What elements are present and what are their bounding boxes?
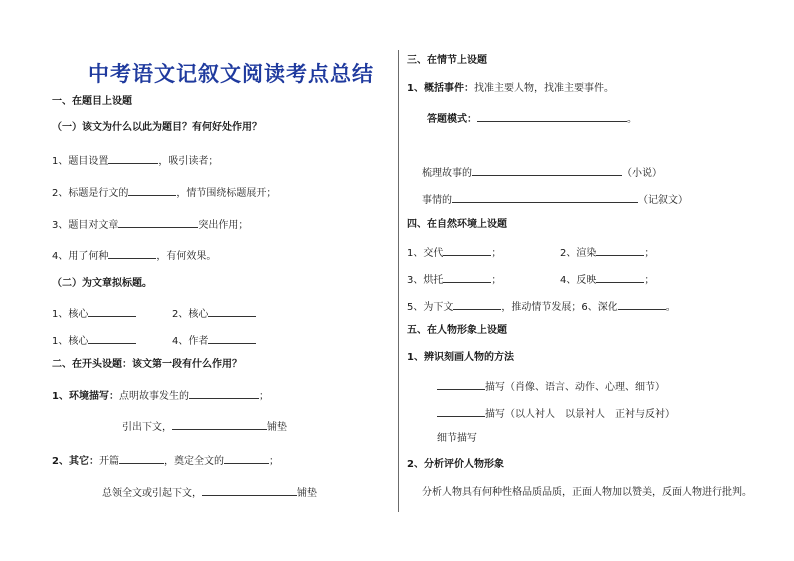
nature-item-2: 2、渲染 ； (560, 244, 654, 261)
fill-blank[interactable] (443, 244, 491, 256)
method-description-2: 描写（以人衬人 以景衬人 正衬与反衬） (437, 405, 675, 422)
fill-blank[interactable] (596, 244, 644, 256)
fill-blank[interactable] (189, 387, 259, 399)
section-heading-character: 五、在人物形象上设题 (407, 325, 507, 336)
title-item-1: 1、题目设置 ，吸引读者； (52, 152, 218, 169)
fill-blank[interactable] (88, 332, 136, 344)
analyze-character-text: 分析人物具有何种性格品质品质，正面人物加以赞美，反面人物进行批判。 (422, 487, 752, 498)
core-item-1: 1、核心 (52, 305, 136, 322)
fill-blank[interactable] (202, 484, 297, 496)
plot-story: 梳理故事的 （小说） (422, 164, 662, 181)
fill-blank[interactable] (618, 298, 666, 310)
question-make-title: （二）为文章拟标题。 (52, 278, 152, 289)
section-heading-title: 一、在题目上设题 (52, 96, 132, 107)
fill-blank[interactable] (88, 305, 136, 317)
plot-event: 事情的 （记叙文） (422, 191, 688, 208)
nature-item-4: 4、反映 ； (560, 271, 654, 288)
fill-blank[interactable] (443, 271, 491, 283)
column-divider (398, 50, 399, 512)
fill-blank[interactable] (172, 418, 267, 430)
fill-blank[interactable] (477, 110, 627, 122)
fill-blank[interactable] (208, 305, 256, 317)
section-heading-plot: 三、在情节上设题 (407, 55, 487, 66)
fill-blank[interactable] (437, 378, 485, 390)
fill-blank[interactable] (208, 332, 256, 344)
title-item-4: 4、用了何种 ，有何效果。 (52, 247, 216, 264)
method-description-1: 描写（肖像、语言、动作、心理、细节） (437, 378, 665, 395)
nature-item-5-6: 5、为下文 ，推动情节发展；6、深化 。 (407, 298, 676, 315)
nature-item-3: 3、烘托 ； (407, 271, 501, 288)
fill-blank[interactable] (472, 164, 622, 176)
question-why-title: （一）该文为什么以此为题目？有何好处作用？ (52, 122, 262, 133)
fill-blank[interactable] (119, 452, 164, 464)
method-detail: 细节描写 (437, 433, 477, 444)
section-heading-nature: 四、在自然环境上设题 (407, 219, 507, 230)
fill-blank[interactable] (128, 184, 176, 196)
fill-blank[interactable] (437, 405, 485, 417)
env-description: 1、环境描写：点明故事发生的 ； (52, 387, 269, 404)
summarize-event: 1、概括事件：找准主要人物，找准主要事件。 (407, 83, 614, 94)
nature-item-1: 1、交代 ； (407, 244, 501, 261)
fill-blank[interactable] (118, 216, 198, 228)
fill-blank[interactable] (108, 152, 158, 164)
other-opening: 2、其它：开篇 ，奠定全文的 ； (52, 452, 279, 469)
fill-blank[interactable] (452, 191, 638, 203)
fill-blank[interactable] (453, 298, 501, 310)
core-item-4: 4、作者 (172, 332, 256, 349)
fill-blank[interactable] (108, 247, 156, 259)
page-title: 中考语文记叙文阅读考点总结 (88, 61, 374, 86)
env-lead: 引出下文， 铺垫 (122, 418, 287, 435)
other-lead: 总领全文或引起下文， 铺垫 (102, 484, 317, 501)
identify-methods: 1、辨识刻画人物的方法 (407, 352, 514, 363)
core-item-2: 2、核心 (172, 305, 256, 322)
fill-blank[interactable] (224, 452, 269, 464)
title-item-2: 2、标题是行文的 ，情节围绕标题展开； (52, 184, 276, 201)
fill-blank[interactable] (596, 271, 644, 283)
analyze-character: 2、分析评价人物形象 (407, 459, 504, 470)
answer-pattern: 答题模式： 。 (427, 110, 637, 127)
core-item-3: 1、核心 (52, 332, 136, 349)
title-item-3: 3、题目对文章 突出作用； (52, 216, 248, 233)
section-heading-opening: 二、在开头设题：该文第一段有什么作用？ (52, 359, 242, 370)
